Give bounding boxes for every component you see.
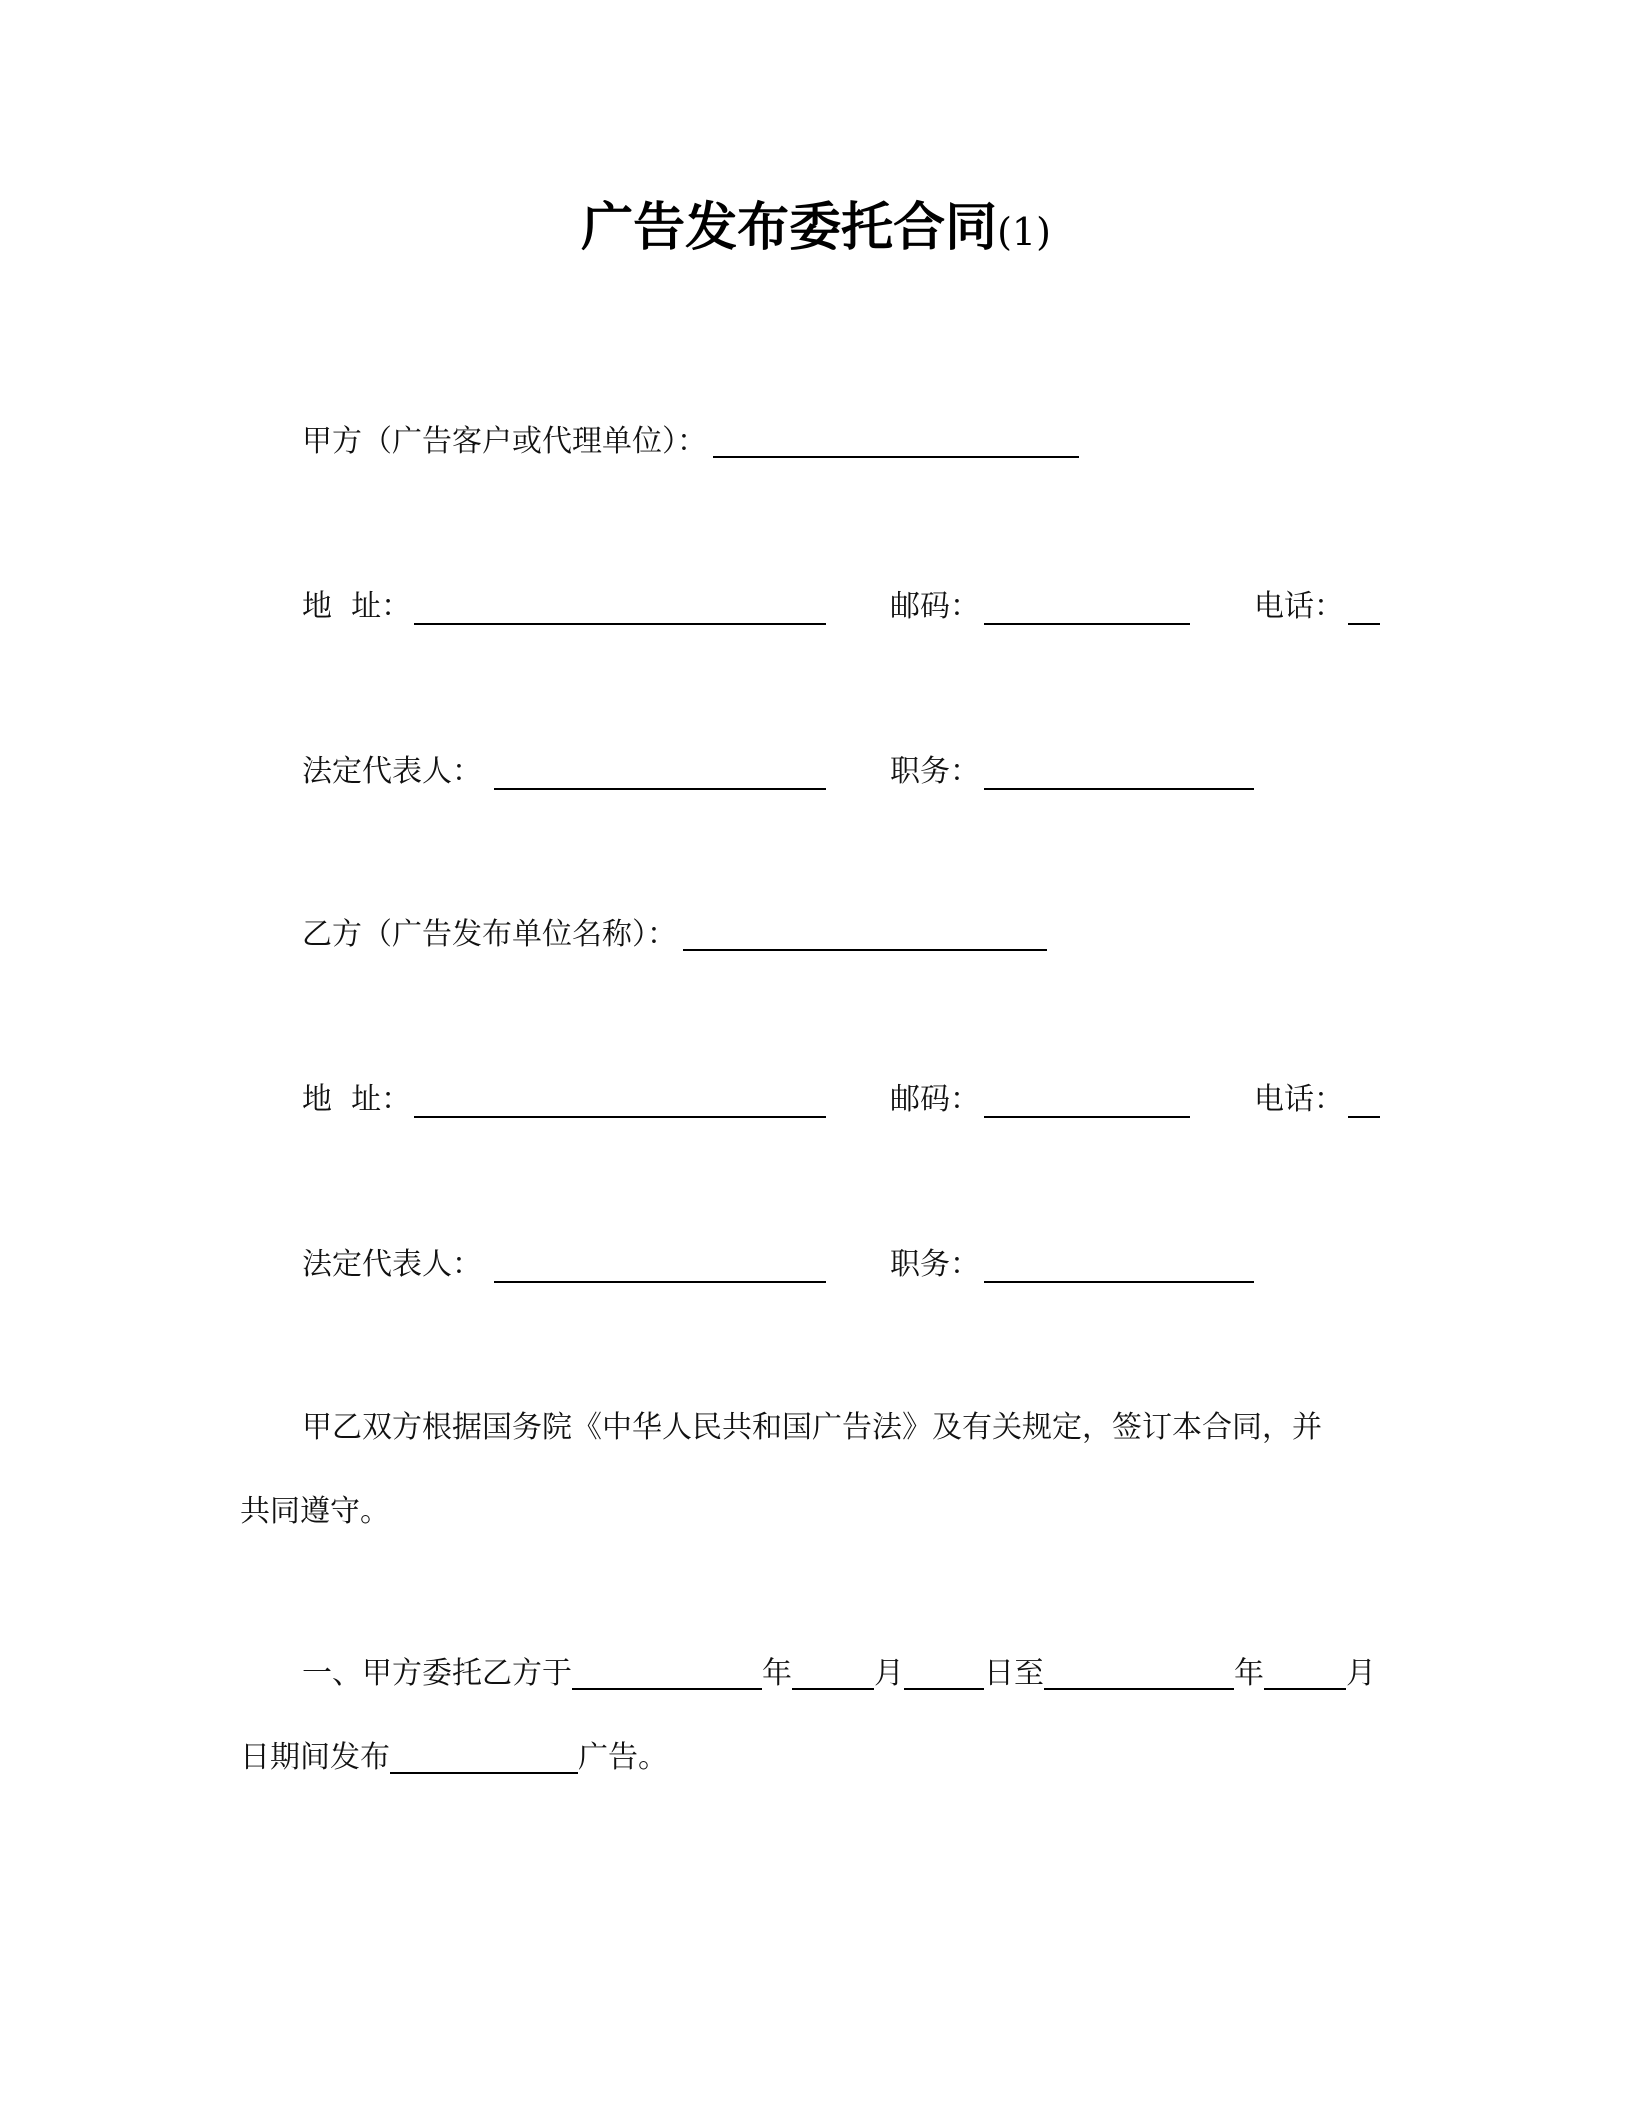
party-a-position-blank[interactable]	[984, 758, 1254, 790]
ad-content-blank[interactable]	[390, 1742, 578, 1774]
party-a-address-label-row	[302, 585, 411, 629]
month-label-1: 月	[874, 1656, 904, 1691]
party-a-rep-label: 法定代表人：	[302, 754, 482, 789]
party-a-name-row	[302, 420, 1079, 464]
party-a-phone-label: 电话：	[1254, 589, 1344, 624]
party-a-rep-blank[interactable]	[494, 758, 826, 790]
party-a-zip-blank[interactable]	[984, 593, 1190, 625]
year-label-2: 年	[1234, 1656, 1264, 1691]
clause-1-line2-suffix: 广告。	[578, 1740, 668, 1775]
party-a-address-blank[interactable]	[414, 593, 826, 625]
party-b-zip-label: 邮码：	[890, 1082, 980, 1117]
party-b-position-blank[interactable]	[984, 1251, 1254, 1283]
title-suffix: (1)	[997, 210, 1051, 254]
party-a-position-row	[890, 750, 980, 794]
party-b-position-label: 职务：	[890, 1247, 980, 1282]
party-b-zip-row	[890, 1078, 980, 1122]
end-date-blank[interactable]	[1044, 1658, 1234, 1690]
title-main: 广告发布委托合同	[581, 198, 998, 258]
party-b-address-blank[interactable]	[414, 1086, 826, 1118]
party-b-rep-row	[302, 1243, 482, 1287]
party-a-address-label: 地 址：	[302, 589, 412, 624]
clause-1-line2-prefix: 日期间发布	[240, 1740, 390, 1775]
party-b-name-blank[interactable]	[683, 919, 1047, 951]
party-b-phone-blank[interactable]	[1348, 1086, 1380, 1118]
start-month-blank[interactable]	[792, 1658, 874, 1690]
party-a-position-label: 职务：	[890, 754, 980, 789]
party-a-phone-blank[interactable]	[1348, 593, 1380, 625]
party-a-name-label: 甲方（广告客户或代理单位）：	[302, 424, 707, 459]
party-b-address-label-row	[302, 1078, 411, 1122]
end-month-blank[interactable]	[1264, 1658, 1346, 1690]
start-date-blank[interactable]	[572, 1658, 762, 1690]
preamble-line-2: 共同遵守。	[240, 1494, 390, 1529]
clause-1-line-1	[302, 1652, 1376, 1696]
party-a-rep-row	[302, 750, 482, 794]
party-b-name-label: 乙方（广告发布单位名称）：	[302, 917, 677, 952]
party-b-name-row	[302, 913, 1047, 957]
start-day-blank[interactable]	[904, 1658, 984, 1690]
party-a-name-blank[interactable]	[713, 426, 1079, 458]
party-b-position-row	[890, 1243, 980, 1287]
party-b-zip-blank[interactable]	[984, 1086, 1190, 1118]
document-title	[0, 196, 1632, 264]
month-label-2: 月	[1346, 1656, 1376, 1691]
party-a-zip-label: 邮码：	[890, 589, 980, 624]
clause-1-prefix: 一、甲方委托乙方于	[302, 1656, 572, 1691]
day-to-label: 日至	[984, 1656, 1044, 1691]
party-b-rep-blank[interactable]	[494, 1251, 826, 1283]
party-b-phone-label: 电话：	[1254, 1082, 1344, 1117]
party-b-address-label: 地 址：	[302, 1082, 412, 1117]
party-a-phone-row	[1254, 585, 1344, 629]
preamble-line-1: 甲乙双方根据国务院《中华人民共和国广告法》及有关规定，签订本合同，并	[302, 1410, 1322, 1445]
clause-1-line-2	[240, 1736, 668, 1780]
year-label-1: 年	[762, 1656, 792, 1691]
party-b-rep-label: 法定代表人：	[302, 1247, 482, 1282]
party-a-zip-row	[890, 585, 980, 629]
party-b-phone-row	[1254, 1078, 1344, 1122]
